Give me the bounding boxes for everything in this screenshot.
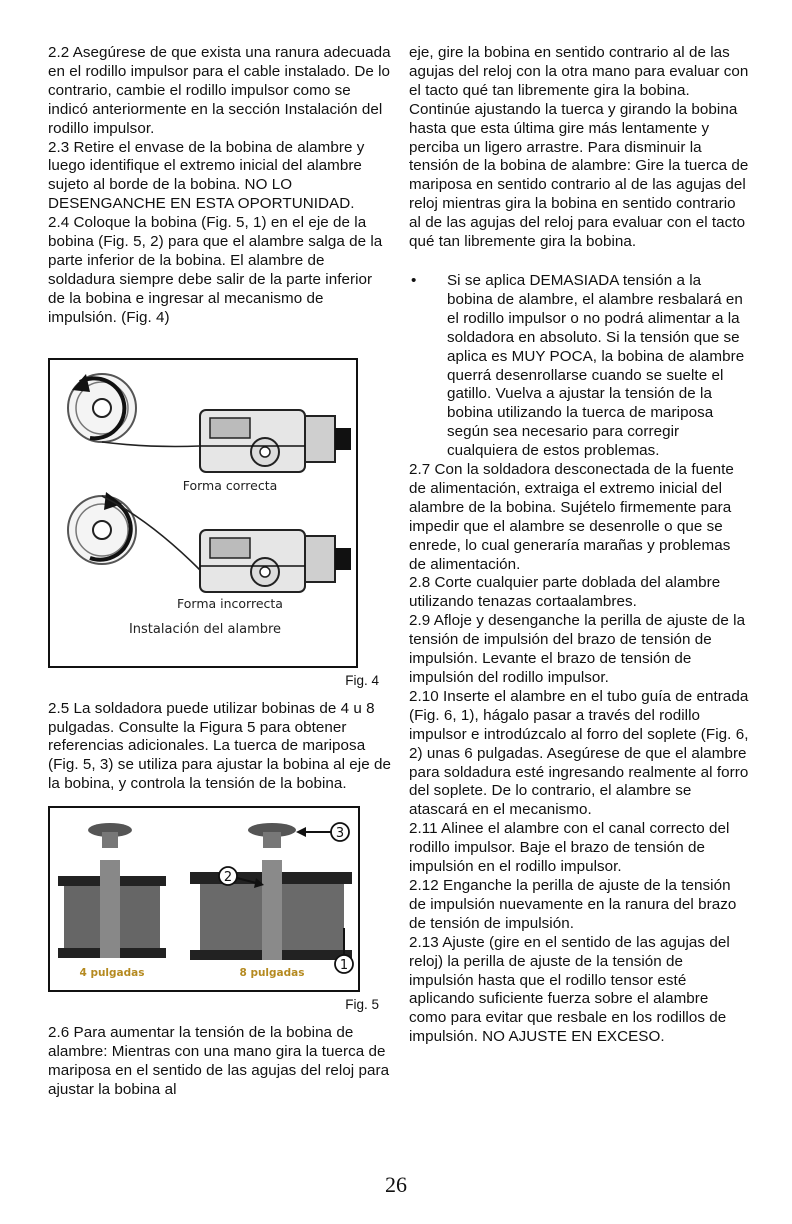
paragraph-2-11: 2.11 Alinee el alambre con el canal correcto del rodillo impulsor. Baje el brazo de tensión de impulsión en el rodillo impulsor. — [409, 820, 730, 876]
wire-installation-illustration — [50, 360, 356, 666]
correct-spool-diagram — [68, 374, 351, 472]
right-column — [409, 44, 749, 1047]
paragraph-2-6: 2.6 Para aumentar la tensión de la bobina de alambre: Mientras con una mano gira la tuerca de mariposa en el sentido de las agujas del reloj para ajustar la bobina al — [48, 1024, 390, 1098]
left-column — [48, 44, 393, 1100]
callout-3-number: 3 — [335, 826, 345, 842]
incorrect-spool-diagram — [68, 492, 351, 592]
spool-8-inch — [190, 823, 352, 960]
paragraph-2-4: 2.4 Coloque la bobina (Fig. 5, 1) en el eje de la bobina (Fig. 5, 2) para que el alambre salga de la parte inferior de la bobina. El alambre de soldadura siempre debe salir de la parte inferior de la bobina e ingresar al mecanismo de impulsión. (Fig. 4) — [48, 214, 383, 326]
bullet-text: Si se aplica DEMASIADA tensión a la bobina de alambre, el alambre resbalará en el rodillo impulsor o no podrá alimentar a la soldadora en absoluto. Si la tensión que se aplica es MUY POCA, la bobina de alambre querrá desenrollarse cuando se suelte el gatillo. Vuelva a ajustar la tensión de la bobina utilizando la tuerca de mariposa según sea necesario para corregir cualquiera de estos problemas. — [447, 271, 745, 460]
spool-4-inch — [58, 823, 166, 958]
figure-4-title: Instalación del alambre — [128, 621, 282, 637]
paragraph-2-13: 2.13 Ajuste (gire en el sentido de las agujas del reloj) la perilla de ajuste de la tensión de impulsión hasta que el rodillo tensor esté aplicando suficiente fuerza sobre el alambre como para evitar que resbale en los rodillos de impulsión. NO AJUSTE EN EXCESO. — [409, 933, 730, 1046]
incorrect-way-label: Forma incorrecta — [177, 595, 283, 611]
figure-5-spool-sizes — [48, 806, 360, 992]
paragraph-2-5: 2.5 La soldadora puede utilizar bobinas de 4 u 8 pulgadas. Consulte la Figura 5 para obtener referencias adicionales. La tuerca de mariposa (Fig. 5, 3) se utiliza para ajustar la bobina al eje de la bobina, y controla la tensión de la bobina. — [48, 699, 391, 793]
spool-sizes-illustration — [50, 808, 358, 990]
figure-4-label: Fig. 4 — [345, 672, 379, 688]
paragraph-2-7: 2.7 Con la soldadora desconectada de la fuente de alimentación, extraiga el extremo inicial del alambre de la bobina. Sujételo firmemente para impedir que el alambre se desenrolle o que se enrede, lo cual generaría marañas y problemas de alimentación. — [409, 461, 734, 573]
paragraph-2-12: 2.12 Enganche la perilla de ajuste de la tensión de impulsión nuevamente en la ranura del brazo de tensión de impulsión. — [409, 876, 737, 932]
callout-3-wing-nut — [296, 823, 349, 841]
label-4-inch: 4 pulgadas — [79, 967, 145, 980]
paragraph-2-3: 2.3 Retire el envase de la bobina de alambre y luego identifique el extremo inicial del alambre sujeto al borde de la bobina. NO LO DESENGANCHE EN ESTA OPORTUNIDAD. — [48, 138, 365, 213]
figure-4-wire-installation — [48, 358, 358, 668]
paragraph-2-8: 2.8 Corte cualquier parte doblada del alambre utilizando tenazas cortaalambres. — [409, 574, 721, 611]
page-number: 26 — [385, 1172, 407, 1197]
paragraph-2-6-continued: eje, gire la bobina en sentido contrario al de las agujas del reloj con la otra mano para evaluar con el tacto qué tan libremente gira la bobina. Continúe ajustando la tuerca y girando la bobina hasta que esta última gire más lentamente y perciba un ligero arrastre. Para disminuir la tensión de la bobina de alambre: Gire la tuerca de mariposa en sentido contrario al de las agujas del reloj mientras gira la bobina en sentido contrario al de las agujas del reloj para evaluar con el tacto qué tan libremente gira la bobina. — [409, 44, 749, 251]
label-8-inch: 8 pulgadas — [239, 967, 305, 980]
correct-way-label: Forma correcta — [182, 477, 278, 493]
paragraph-2-10: 2.10 Inserte el alambre en el tubo guía de entrada (Fig. 6, 1), hágalo pasar a través del rodillo impulsor e introdúzcalo al forro del soplete (Fig. 6, 2) unas 6 pulgadas. Asegúrese de que el alambre para soldadura esté ingresando realmente al forro del soplete. De lo contrario, el alambre se atascará en el mecanismo. — [409, 687, 749, 819]
figure-5-label: Fig. 5 — [345, 997, 379, 1013]
tension-warning-bullet — [409, 272, 749, 461]
paragraph-2-9: 2.9 Afloje y desenganche la perilla de ajuste de la tensión de impulsión del brazo de tensión de impulsión. Levante el brazo de tensión de impulsión del rodillo impulsor. — [409, 612, 746, 686]
paragraph-2-2: 2.2 Asegúrese de que exista una ranura adecuada en el rodillo impulsor para el cable instalado. De lo contrario, cambie el rodillo impulsor como se indicó anteriormente en la sección Instalación del rodillo impulsor. — [48, 44, 391, 137]
callout-2-number: 2 — [223, 870, 233, 886]
bullet-symbol: • — [411, 271, 417, 289]
callout-1-number: 1 — [339, 958, 349, 974]
